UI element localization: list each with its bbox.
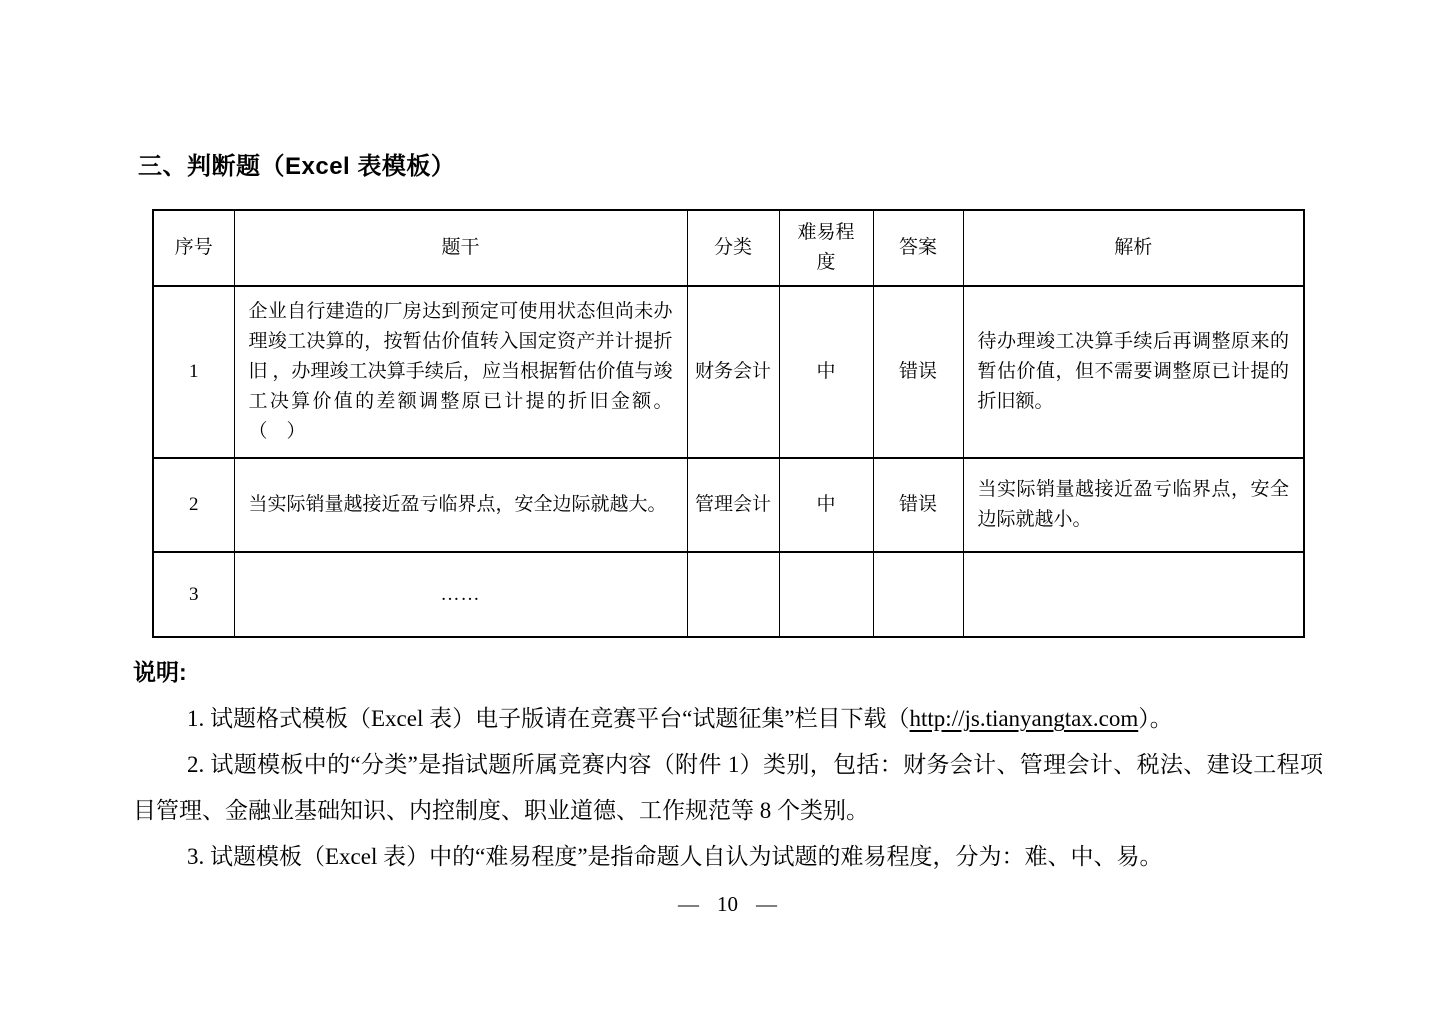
- cell-category: [687, 552, 779, 637]
- cell-no: 2: [153, 458, 234, 552]
- note-item-2: 2. 试题模板中的“分类”是指试题所属竞赛内容（附件 1）类别，包括：财务会计、管理会计、税法、建设工程项目管理、金融业基础知识、内控制度、职业道德、工作规范等 8 个类别。: [133, 752, 1323, 823]
- note-item-3: 3. 试题模板（Excel 表）中的“难易程度”是指命题人自认为试题的难易程度，分为：难、中、易。: [187, 844, 1163, 869]
- cell-difficulty: 中: [779, 458, 873, 552]
- table-row: [153, 458, 1304, 552]
- footer-dash-right: —: [756, 892, 777, 916]
- col-header-difficulty: 难易程度: [779, 210, 873, 286]
- question-table: [152, 209, 1305, 638]
- col-header-analysis: 解析: [963, 210, 1304, 286]
- note-1-text: 1. 试题格式模板（Excel 表）电子版请在竞赛平台“试题征集”栏目下载（: [187, 706, 910, 731]
- cell-no: 1: [153, 286, 234, 458]
- footer-dash-left: —: [678, 892, 699, 916]
- col-header-category: 分类: [687, 210, 779, 286]
- notes-heading: 说明:: [133, 659, 187, 685]
- col-header-question: 题干: [234, 210, 687, 286]
- cell-question: ……: [234, 552, 687, 637]
- section-title: 三、判断题（Excel 表模板）: [138, 153, 456, 180]
- notes-section: [133, 696, 1323, 880]
- table-header-row: [153, 210, 1304, 286]
- cell-analysis: [963, 552, 1304, 637]
- cell-analysis: 当实际销量越接近盈亏临界点，安全边际就越小。: [963, 458, 1304, 552]
- cell-question: 当实际销量越接近盈亏临界点，安全边际就越大。: [234, 458, 687, 552]
- cell-no: 3: [153, 552, 234, 637]
- cell-category: 财务会计: [687, 286, 779, 458]
- note-item-1: [133, 696, 1323, 742]
- note-1-suffix: ）。: [1138, 706, 1173, 731]
- cell-category: 管理会计: [687, 458, 779, 552]
- cell-answer: 错误: [873, 458, 963, 552]
- col-header-answer: 答案: [873, 210, 963, 286]
- cell-answer: [873, 552, 963, 637]
- table-row: [153, 286, 1304, 458]
- page-number: 10: [717, 892, 738, 916]
- cell-difficulty: [779, 552, 873, 637]
- table-row: [153, 552, 1304, 637]
- cell-answer: 错误: [873, 286, 963, 458]
- cell-difficulty: 中: [779, 286, 873, 458]
- cell-question: 企业自行建造的厂房达到预定可使用状态但尚未办理竣工决算的，按暂估价值转入国定资产并计提折旧 ，办理竣工决算手续后，应当根据暂估价值与竣工决算价值的差额调整原已计提的折旧金额。 （ ）: [234, 286, 687, 458]
- cell-analysis: 待办理竣工决算手续后再调整原来的暂估价值，但不需要调整原已计提的折旧额。: [963, 286, 1304, 458]
- page-footer: [0, 888, 1455, 920]
- url-link[interactable]: http://js.tianyangtax.com: [909, 706, 1139, 731]
- col-header-no: 序号: [153, 210, 234, 286]
